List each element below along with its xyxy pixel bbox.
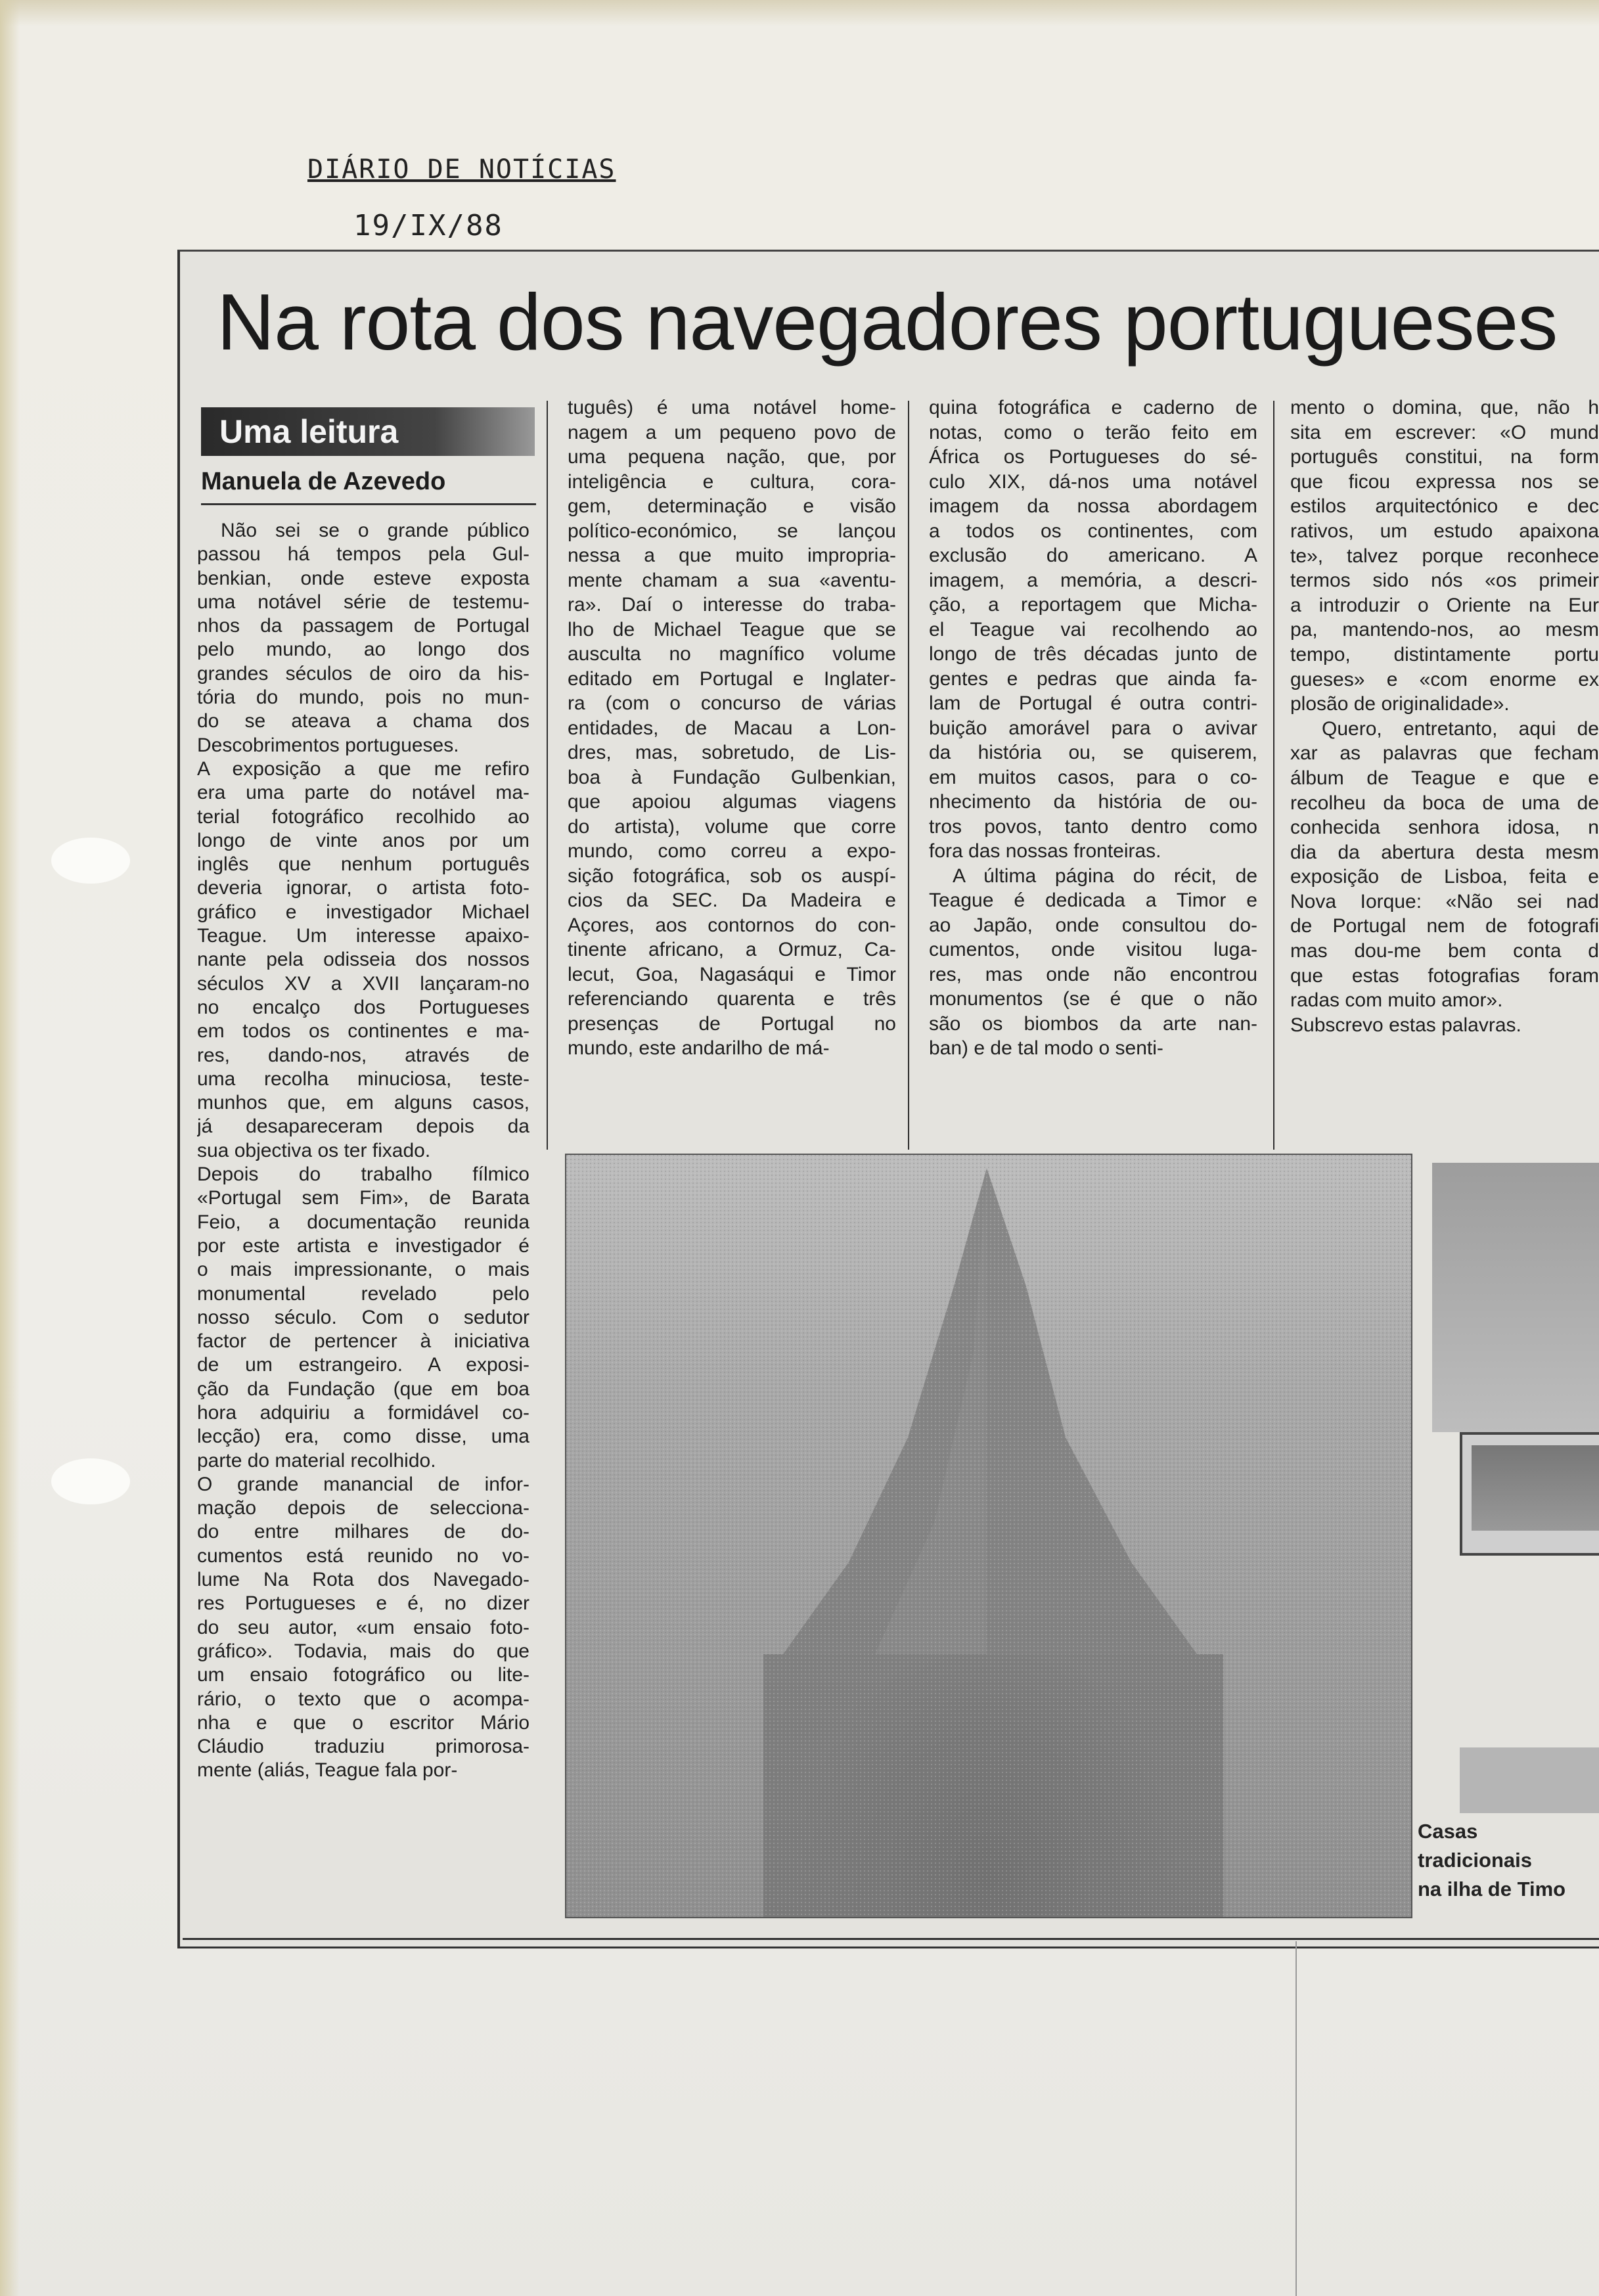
article-text-line: a introduzir o Oriente na Eur (1290, 594, 1599, 616)
paper-edge-shadow (0, 0, 20, 2296)
article-text-line: factor de pertencer à iniciativa (197, 1330, 529, 1353)
article-text-line: radas com muito amor». (1290, 989, 1503, 1012)
photo-caption-line: na ilha de Timo (1418, 1878, 1566, 1901)
article-text-line: pa, mantendo-nos, ao mesm (1290, 619, 1599, 641)
column-divider (1273, 401, 1274, 1150)
article-text-line: inglês que nenhum português (197, 853, 529, 876)
clipping-bottom-rule (183, 1938, 1599, 1940)
article-text-line: recolheu da boca de uma de (1290, 792, 1599, 814)
article-text-line: mento o domina, que, não h (1290, 397, 1599, 418)
article-text-line: ra (com o concurso de várias (568, 692, 896, 714)
article-text-line: já desapareceram depois da (197, 1115, 529, 1138)
article-text-line: fora das nossas fronteiras. (929, 840, 1161, 862)
article-text-line: el Teague vai recolhendo ao (929, 618, 1257, 641)
article-text-line: sita em escrever: «O mund (1290, 421, 1599, 443)
article-text-line: rário, o texto que o acompa- (197, 1688, 529, 1710)
article-text-line: que apoiou algumas viagens (568, 791, 896, 813)
article-text-line: Feio, a documentação reunida (197, 1211, 529, 1233)
article-text-line: mundo, como correu a expo- (568, 840, 896, 862)
article-text-line: gentes e pedras que ainda fa- (929, 667, 1257, 690)
article-text-line: parte do material recolhido. (197, 1449, 436, 1472)
article-text-line: imagem, a memória, a descri- (929, 569, 1257, 591)
article-kicker: Uma leitura (201, 407, 535, 456)
date-stamp: 19/IX/88 (353, 209, 503, 242)
article-text-line: gem, determinação e visão (568, 495, 896, 517)
article-text-line: do se ateava a chama dos (197, 710, 529, 732)
adjacent-photo-fragment (1432, 1163, 1599, 1432)
adjacent-box-image (1472, 1445, 1599, 1531)
article-text-line: exposição de Lisboa, feita e (1290, 866, 1599, 888)
article-text-line: boa à Fundação Gulbenkian, (568, 766, 896, 788)
article-text-line: Teague. Um interesse apaixo- (197, 925, 529, 947)
article-text-line: nante pela odisseia dos nossos (197, 949, 529, 971)
article-text-line: Cláudio traduziu primorosa- (197, 1736, 529, 1758)
article-text-line: culo XIX, dá-nos uma notável (929, 470, 1257, 493)
article-text-line: por este artista e investigador é (197, 1234, 529, 1257)
article-text-line: termos sido nós «os primeir (1290, 570, 1599, 592)
article-text-line: «Portugal sem Fim», de Barata (197, 1187, 529, 1209)
article-text-line: Depois do trabalho fílmico (197, 1163, 529, 1186)
article-text-line: hora adquiriu a formidável co- (197, 1401, 529, 1424)
article-text-line: mas dou-me bem conta d (1290, 940, 1599, 962)
article-text-line: nha e que o escritor Mário (197, 1711, 529, 1734)
article-text-line: álbum de Teague e que e (1290, 767, 1599, 789)
article-text-line: cumentos está reunido no vo- (197, 1544, 529, 1567)
article-text-line: O grande manancial de infor- (197, 1473, 529, 1495)
article-text-line: gueses» e «com enorme ex (1290, 668, 1599, 690)
article-byline: Manuela de Azevedo (201, 465, 536, 505)
article-text-line: lam de Portugal é outra contri- (929, 692, 1257, 714)
newspaper-name-stamp: DIÁRIO DE NOTÍCIAS (307, 154, 616, 185)
article-text-line: África os Portugueses do sé- (929, 446, 1257, 468)
article-photo-timor-houses (565, 1154, 1412, 1918)
article-text-line: nhos da passagem de Portugal (197, 615, 529, 637)
article-text-line: são os biombos da arte nan- (929, 1012, 1257, 1035)
article-text-line: do entre milhares de do- (197, 1521, 529, 1543)
photo-grain (566, 1155, 1411, 1917)
article-text-line: nessa a que muito impropria- (568, 545, 896, 566)
article-text-line: gráfico». Todavia, mais do que (197, 1640, 529, 1662)
article-text-line: A última página do récit, de (953, 865, 1257, 887)
article-text-line: notas, como o terão feito em (929, 421, 1257, 443)
article-text-line: plosão de originalidade». (1290, 693, 1510, 715)
article-text-line: lho de Michael Teague que se (568, 618, 896, 641)
fold-line (1295, 1941, 1297, 2296)
article-text-line: do seu autor, «um ensaio foto- (197, 1616, 529, 1638)
article-text-line: mação depois de seleccionа- (197, 1497, 529, 1519)
article-text-line: presenças de Portugal no (568, 1012, 896, 1035)
article-headline: Na rota dos navegadores portugueses (217, 277, 1558, 367)
article-text-line: que ficou expressa nos se (1290, 470, 1599, 493)
punch-hole (51, 1458, 130, 1504)
article-text-line: inteligência e cultura, cora- (568, 470, 896, 493)
article-text-line: nosso século. Com o sedutor (197, 1306, 529, 1328)
article-text-line: tória do mundo, pois no mun- (197, 687, 529, 709)
article-text-line: buição amorável para o avivar (929, 717, 1257, 739)
column-divider (908, 401, 909, 1150)
article-text-line: o mais impressionante, o mais (197, 1259, 529, 1281)
article-text-line: estilos arquitectónico e dec (1290, 495, 1599, 518)
article-text-line: deveria ignorar, o artista foto- (197, 877, 529, 899)
article-text-line: Quero, entretanto, aqui de (1322, 717, 1599, 740)
article-text-line: ra». Daí o interesse do traba- (568, 594, 896, 616)
column-divider (547, 401, 548, 1150)
article-text-line: longo de vinte anos por um (197, 829, 529, 851)
article-text-line: entidades, de Macau a Lon- (568, 717, 896, 739)
article-text-line: sição fotográfica, sob os auspí- (568, 865, 896, 887)
article-text-line: da história ou, se quiserem, (929, 742, 1257, 763)
article-text-line: sua objectiva os ter fixado. (197, 1139, 431, 1161)
article-text-line: A exposição a que me refiro (197, 757, 529, 780)
article-text-line: Subscrevo estas palavras. (1290, 1014, 1521, 1036)
article-text-line: cumentos, onde visitou luga- (929, 939, 1257, 960)
article-text-line: no encalço dos Portugueses (197, 996, 529, 1018)
article-text-line: quina fotográfica e caderno de (929, 397, 1257, 418)
article-text-line: em muitos casos, para o co- (929, 766, 1257, 788)
article-column-3 (929, 395, 1257, 1061)
article-text-line: benkian, onde esteve exposta (197, 567, 529, 589)
article-text-line: grandes séculos de oiro da his- (197, 662, 529, 685)
photo-illustration (566, 1155, 1411, 1917)
article-text-line: Não sei se o grande público (221, 520, 529, 541)
article-text-line: tros povos, tanto dentro como (929, 815, 1257, 838)
article-text-line: político-económico, se lançou (568, 520, 896, 542)
article-text-line: Açores, aos contornos do con- (568, 914, 896, 936)
article-text-line: em todos os continentes e ma- (197, 1020, 529, 1043)
article-text-line: nagem a um pequeno povo de (568, 421, 896, 443)
article-text-line: tempo, distintamente portu (1290, 643, 1599, 665)
article-text-line: mente chamam a sua «aventu- (568, 569, 896, 591)
article-text-line: Teague é dedicada a Timor e (929, 889, 1257, 911)
article-text-line: ausculta no magnífico volume (568, 643, 896, 665)
article-text-line: referenciando quarenta e três (568, 988, 896, 1010)
article-text-line: monumentos (se é que o não (929, 988, 1257, 1010)
article-text-line: gráfico e investigador Michael (197, 901, 529, 923)
article-text-line: rativos, um estudo apaixona (1290, 520, 1599, 542)
article-text-line: te», talvez porque reconhece (1290, 545, 1599, 567)
article-text-line: séculos XV a XVII lançaram-no (197, 972, 529, 995)
photo-caption-line: tradicionais (1418, 1849, 1532, 1872)
article-text-line: Nova Iorque: «Não sei nad (1290, 890, 1599, 912)
article-text-line: monumental revelado pelo (197, 1282, 529, 1305)
article-text-line: conhecida senhora idosa, n (1290, 817, 1599, 839)
article-text-line: a todos os continentes, com (929, 520, 1257, 542)
article-text-line: ção da Fundação (que em boa (197, 1378, 529, 1400)
article-text-line: imagem da nossa abordagem (929, 495, 1257, 517)
article-text-line: munhos que, em alguns casos, (197, 1092, 529, 1114)
article-text-line: nhecimento da história de ou- (929, 791, 1257, 813)
photo-caption-line: Casas (1418, 1820, 1478, 1843)
article-text-line: ção, a reportagem que Micha- (929, 594, 1257, 616)
adjacent-photo-fragment (1460, 1747, 1599, 1813)
article-text-line: passou há tempos pela Gul- (197, 543, 529, 566)
article-text-line: uma pequena nação, que, por (568, 446, 896, 468)
article-text-line: do artista), volume que corre (568, 815, 896, 838)
article-text-line: cios da SEC. Da Madeira e (568, 889, 896, 911)
punch-hole (51, 838, 130, 884)
article-text-line: dia da abertura desta mesm (1290, 841, 1599, 863)
article-text-line: um ensaio fotográfico ou lite- (197, 1664, 529, 1686)
article-text-line: português constitui, na form (1290, 446, 1599, 468)
article-text-line: res, dando-nos, através de (197, 1044, 529, 1066)
article-text-line: lecut, Goa, Nagasáqui e Timor (568, 963, 896, 985)
article-text-line: ban) e de tal modo o senti- (929, 1037, 1163, 1059)
article-text-line: uma notável série de testemu- (197, 591, 529, 613)
article-text-line: editado em Portugal e Inglater- (568, 667, 896, 690)
article-text-line: Descobrimentos portugueses. (197, 734, 459, 756)
article-column-2 (568, 395, 896, 1061)
article-text-line: pelo mundo, ao longo dos (197, 639, 529, 661)
article-text-line: que estas fotografias foram (1290, 964, 1599, 987)
article-text-line: lecção) era, como disse, uma (197, 1426, 529, 1448)
article-text-line: de um estrangeiro. A exposi- (197, 1354, 529, 1376)
article-text-line: ao Japão, onde consultou do- (929, 914, 1257, 936)
photo-caption (1418, 1817, 1599, 1904)
article-text-line: terial fotográfico recolhido ao (197, 805, 529, 828)
article-text-line: res, mas onde não encontrou (929, 963, 1257, 985)
article-text-line: tinente africano, a Ormuz, Ca- (568, 939, 896, 960)
article-text-line: longo de três décadas junto de (929, 643, 1257, 665)
article-text-line: res Portugueses e é, no dizer (197, 1592, 529, 1615)
article-column-4 (1290, 395, 1599, 1037)
article-column-1 (197, 519, 529, 1783)
article-text-line: de Portugal nem de fotografi (1290, 915, 1599, 937)
article-text-line: dres, mas, sobretudo, de Lis- (568, 742, 896, 763)
article-text-line: uma recolha minuciosa, teste- (197, 1068, 529, 1090)
article-text-line: mente (aliás, Teague fala por- (197, 1759, 458, 1782)
article-text-line: tuguês) é uma notável home- (568, 397, 896, 418)
article-text-line: xar as palavras que fecham (1290, 742, 1599, 765)
article-text-line: mundo, este andarilho de má- (568, 1037, 830, 1059)
article-text-line: exclusão do americano. A (929, 545, 1257, 566)
article-text-line: lume Na Rota dos Navegado- (197, 1569, 529, 1591)
article-text-line: era uma parte do notável ma- (197, 782, 529, 804)
